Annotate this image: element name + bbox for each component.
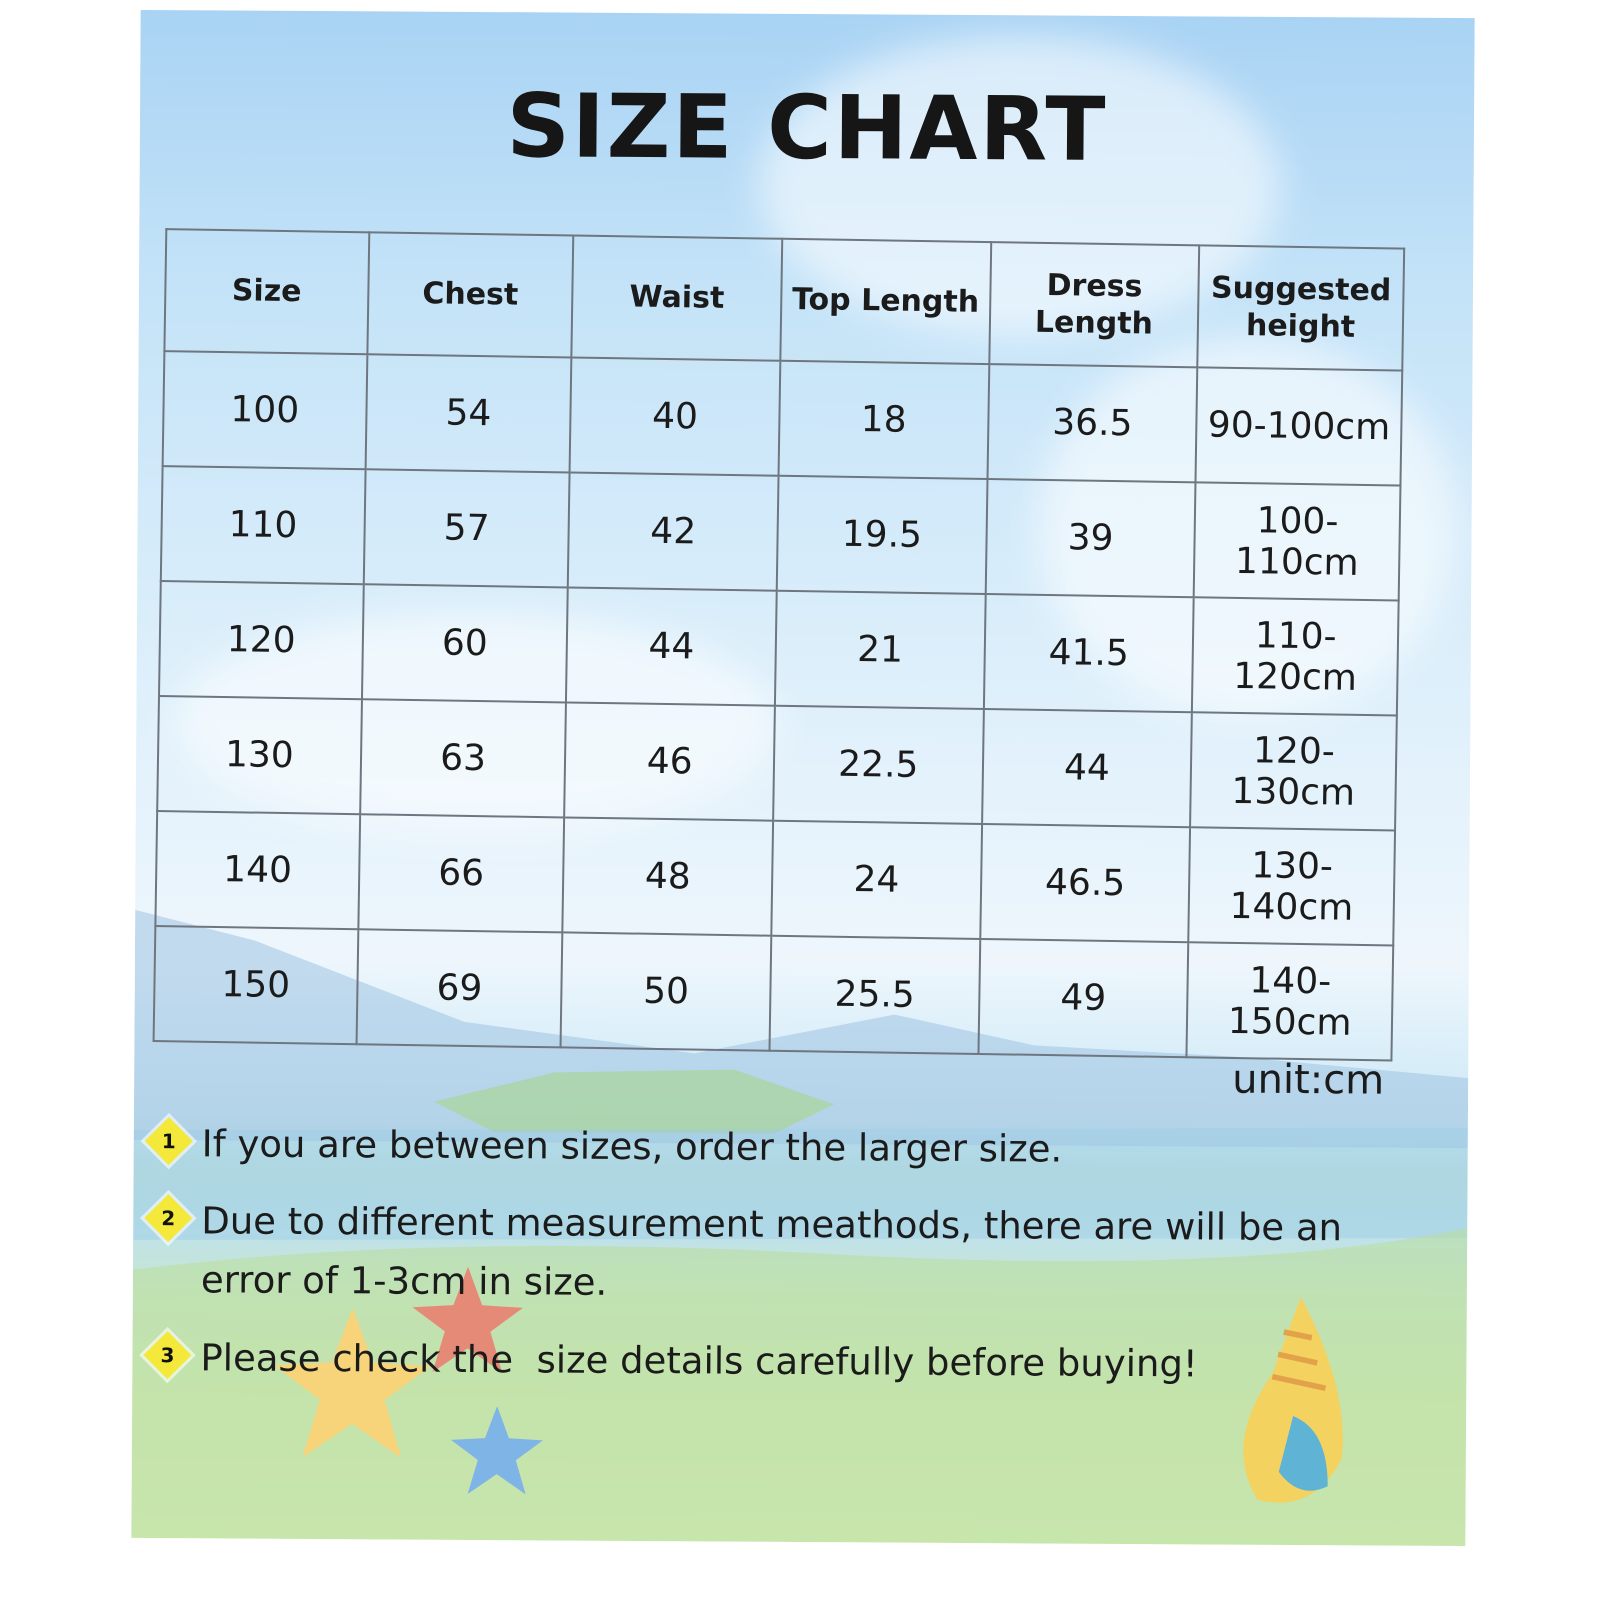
table-row (161, 466, 1401, 600)
table-cell: 21 (775, 591, 985, 709)
table-cell: 44 (982, 709, 1192, 827)
table-row (159, 581, 1399, 715)
table-cell: 110 (161, 466, 365, 584)
page-title: SIZE CHART (506, 74, 1108, 181)
table-cell: 22.5 (773, 706, 983, 824)
table-row (155, 811, 1395, 945)
table-cell: 100-110cm (1194, 482, 1400, 600)
table-cell: 36.5 (987, 364, 1197, 482)
table-cell: 19.5 (777, 476, 987, 594)
column-header-suggested-height: Suggested height (1198, 245, 1405, 370)
table-cell: 46 (564, 702, 774, 820)
table-header-row (164, 229, 1404, 370)
table-cell: 48 (563, 817, 773, 935)
table-row (154, 926, 1394, 1060)
column-header-dress-length: Dress Length (989, 242, 1200, 367)
table-cell: 120 (159, 581, 363, 699)
size-chart-card (131, 10, 1474, 1546)
size-table (153, 228, 1406, 1061)
table-cell: 66 (358, 814, 564, 932)
table-cell: 140-150cm (1187, 942, 1393, 1060)
table-cell: 41.5 (984, 594, 1194, 712)
table-cell: 25.5 (769, 936, 979, 1054)
table-cell: 150 (154, 926, 358, 1044)
table-cell: 140 (155, 811, 359, 929)
badge-number: 2 (161, 1206, 176, 1231)
column-header-size: Size (164, 229, 369, 354)
number-badge-icon (145, 1117, 193, 1165)
table-cell: 90-100cm (1196, 367, 1402, 485)
note-item (143, 1191, 1352, 1317)
table-cell: 50 (561, 932, 771, 1050)
table-cell: 130 (157, 696, 361, 814)
starfish-blue-icon (442, 1402, 553, 1503)
table-cell: 63 (360, 699, 566, 817)
table-cell: 69 (356, 929, 562, 1047)
table-cell: 39 (985, 479, 1195, 597)
table-cell: 24 (771, 821, 981, 939)
table-cell: 100 (163, 351, 367, 469)
table-row (157, 696, 1397, 830)
table-cell: 40 (570, 357, 780, 475)
number-badge-icon (144, 1194, 192, 1242)
table-cell: 44 (566, 587, 776, 705)
table-cell: 54 (365, 354, 571, 472)
number-badge-icon (143, 1331, 191, 1379)
badge-number: 3 (160, 1342, 175, 1367)
table-cell: 46.5 (980, 824, 1190, 942)
note-text: Please check the size details carefully before buying! (200, 1335, 1198, 1385)
table-cell: 57 (363, 469, 569, 587)
note-text: If you are between sizes, order the larger size. (201, 1122, 1063, 1171)
table-cell: 120-130cm (1190, 712, 1396, 830)
table-row (163, 351, 1403, 485)
column-header-top-length: Top Length (780, 239, 991, 364)
note-text: Due to different measurement meathods, there are will be an error of 1-3cm in size. (200, 1199, 1343, 1305)
table-cell: 42 (568, 472, 778, 590)
column-header-waist: Waist (572, 236, 783, 361)
notes-list (142, 1114, 1444, 1413)
note-item (142, 1328, 1442, 1395)
table-cell: 110-120cm (1192, 597, 1398, 715)
note-item (144, 1114, 1444, 1181)
badge-number: 1 (161, 1129, 176, 1154)
table-cell: 60 (362, 584, 568, 702)
table-cell: 18 (779, 361, 989, 479)
column-header-chest: Chest (367, 232, 574, 357)
unit-label: unit:cm (1232, 1056, 1385, 1104)
table-cell: 130-140cm (1189, 827, 1395, 945)
table-cell: 49 (978, 939, 1188, 1057)
